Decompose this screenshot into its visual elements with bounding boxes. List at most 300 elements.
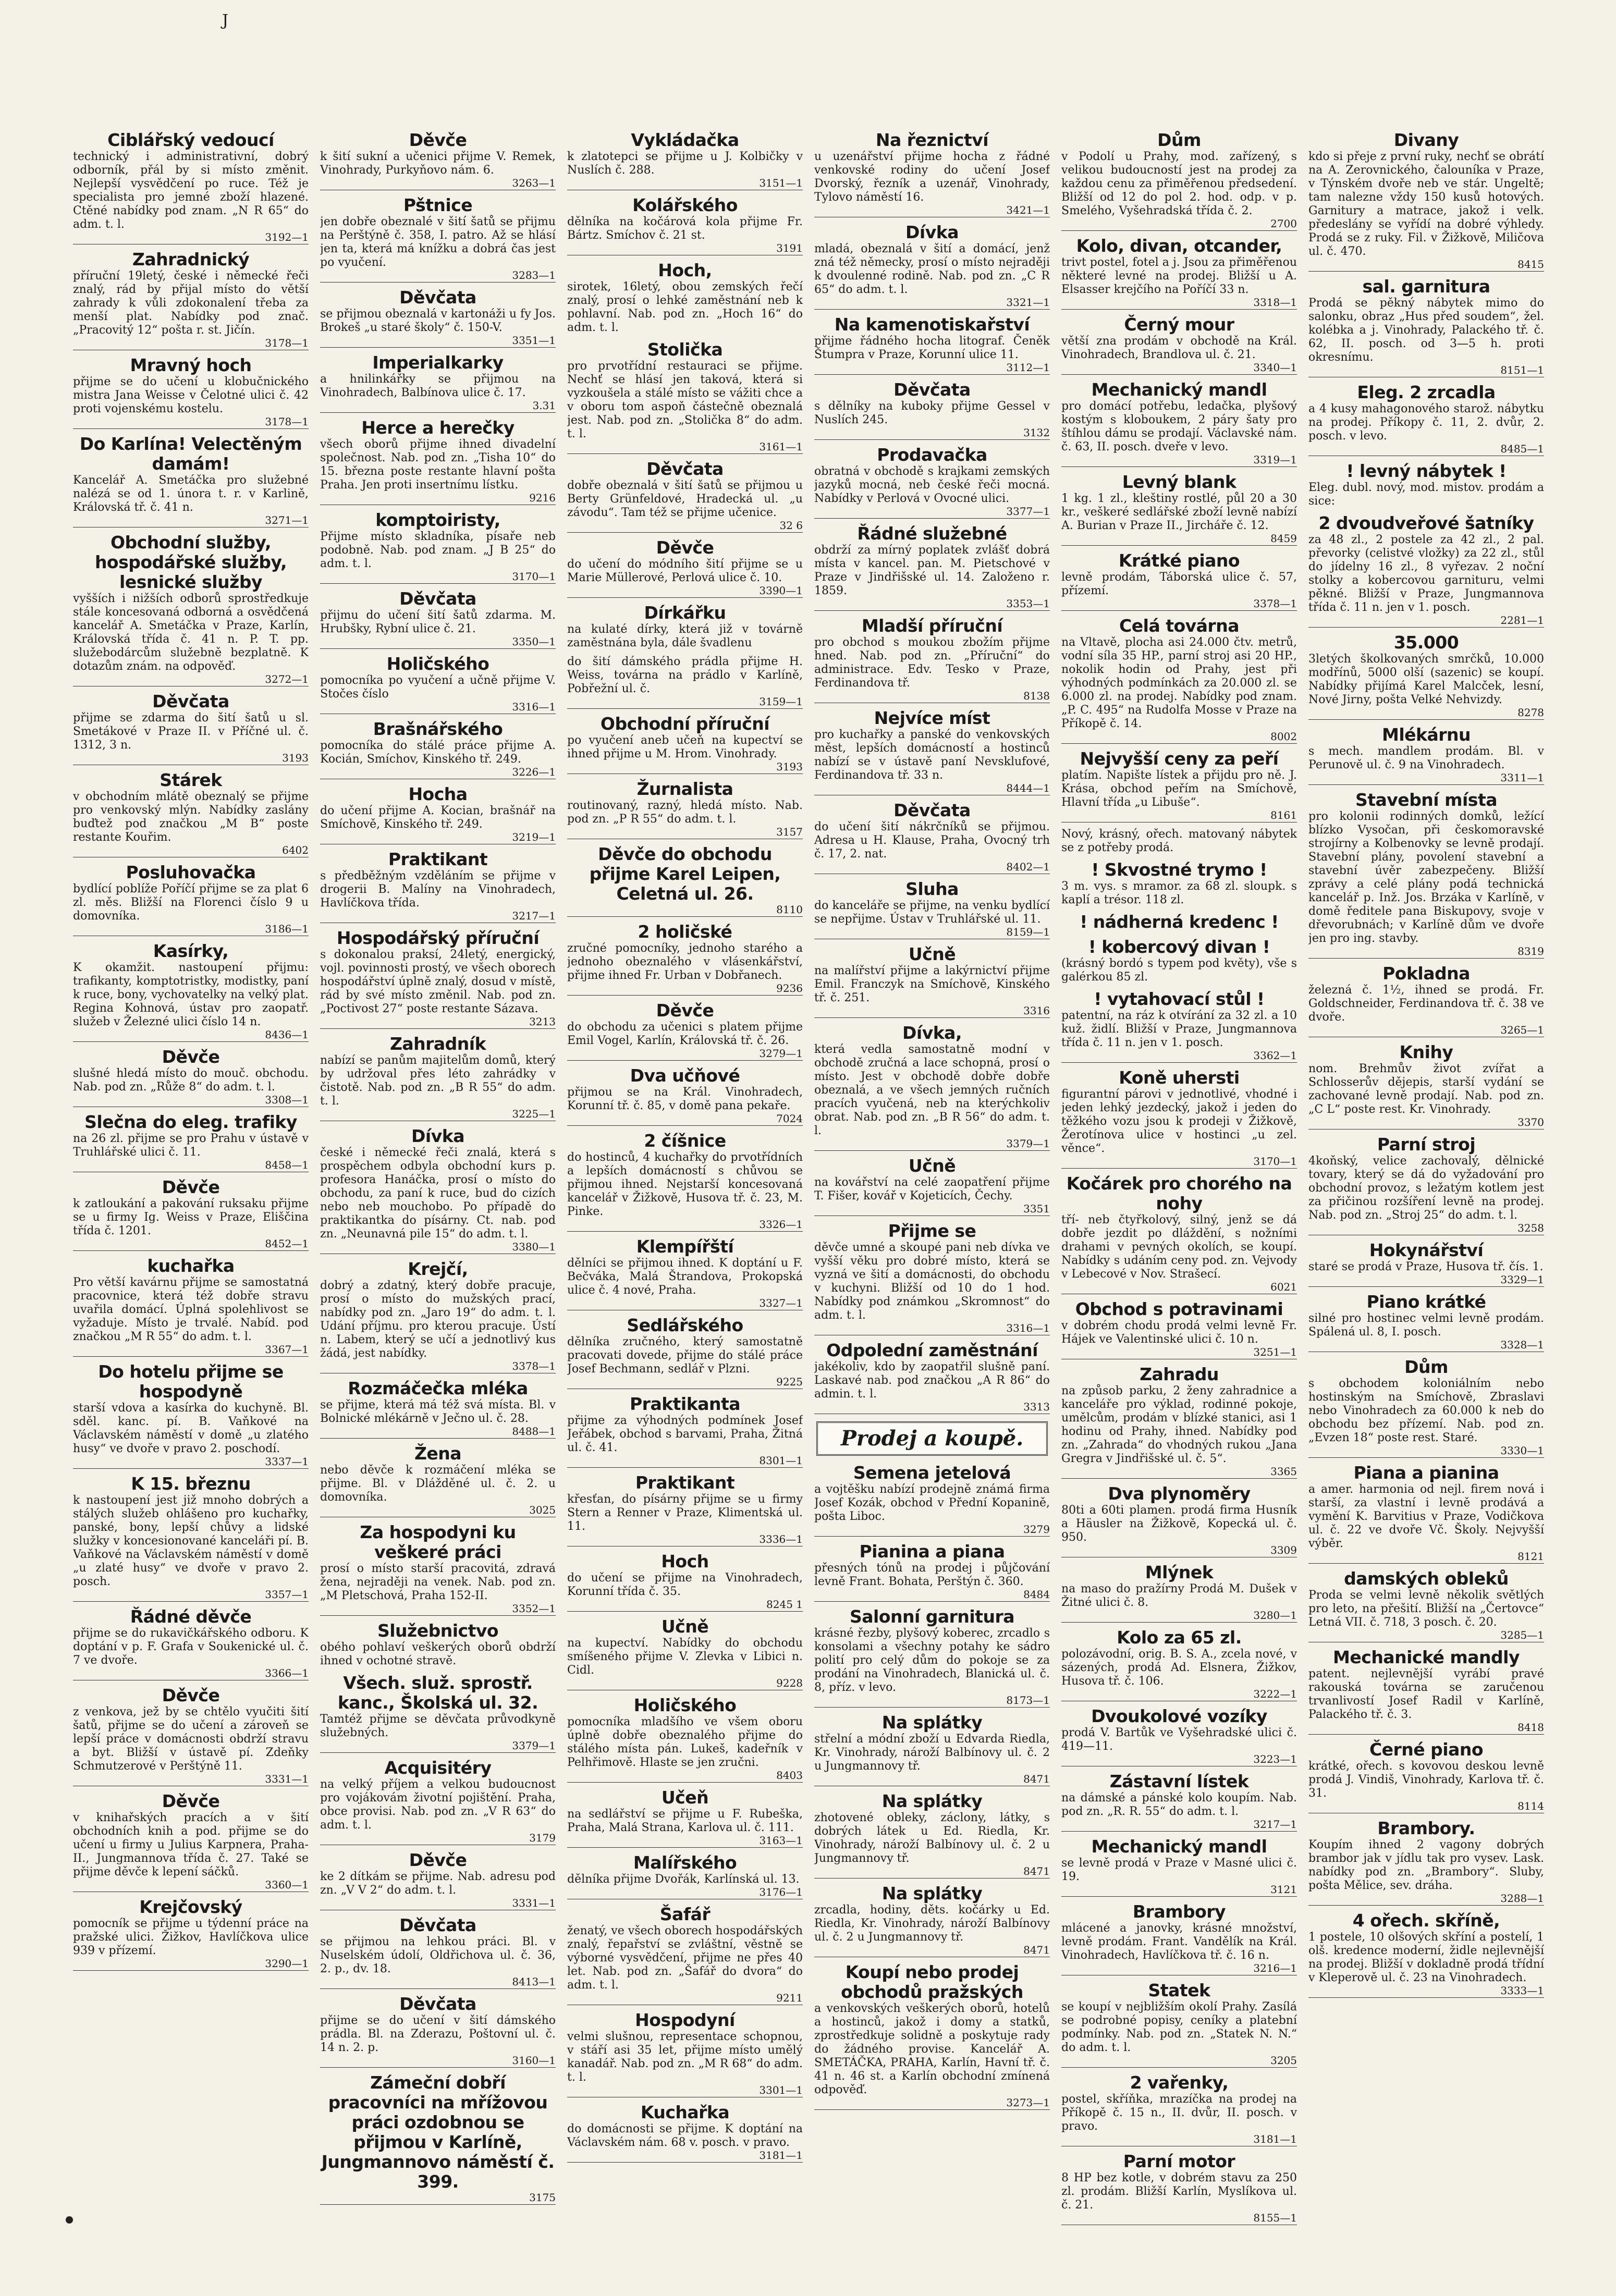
classified-ad [814,616,1050,703]
classified-ad [814,1791,1050,1878]
classified-ad [1308,1569,1544,1642]
ad-code: 3175 [320,2192,556,2205]
ad-text: 3 m. vys. s mramor. za 68 zl. sloupk. s kaplí a trésor. 118 zl. [1061,880,1297,906]
ad-code: 3121 [1061,1884,1297,1897]
ad-text: na Vltavě, plocha asi 24.000 čtv. metrů, vodní síla 35 HP., parní stroj asi 20 HP., nokolik hodin od Prahy, jest při výhodných podmínkách za 20.000 zl. se 6.000 zl. na prodej. Nabídky pod znam. „P. C. 495“ na Rudolfa Mosse v Praze na Příkopě č. 14. [1061,636,1297,730]
ad-text: mlácené a janovky, krásné množství, levně prodám. Frant. Vandělík na Král. Vinohradech, Havlíčkova tř. č. 16 n. [1061,1922,1297,1962]
ad-text: na 26 zl. přijme se pro Prahu v ústavě v Truhlářské ulici č. 11. [73,1132,309,1159]
ad-heading: Obchodní příruční [600,714,770,734]
ad-code: 3285—1 [1308,1629,1544,1642]
classified-ad [567,538,803,598]
classified-ad [567,779,803,839]
ad-heading: Praktikant [635,1472,735,1493]
ad-code: 3223—1 [1061,1753,1297,1766]
ad-text: do domácnosti se přijme. K doptání na Václavském nám. 68 v. posch. v pravo. [567,2122,803,2149]
ad-heading: Na splátky [882,1883,983,1904]
ad-text: k zatloukání a pakování ruksaku přijme se u firmy Ig. Weiss v Praze, Eliščina třída č. 1201. [73,1197,309,1237]
classified-ad [73,1256,309,1357]
ad-heading: 35.000 [1393,632,1459,653]
ad-heading: Acquisitéry [384,1758,492,1778]
ad-code: 8484 [814,1589,1050,1602]
ad-heading: ! vytahovací stůl ! [1094,989,1265,1009]
ad-text: s dělníky na kuboky přijme Gessel v Nuslích 245. [814,400,1050,426]
ad-text: železná č. 1½, ihned se prodá. Fr. Goldschneider, Ferdinandova tř. č. 38 ve dvoře. [1308,984,1544,1024]
ad-heading: Krátké piano [1118,550,1240,571]
ad-code: 3336—1 [567,1533,803,1546]
ad-heading: kuchařka [147,1256,235,1276]
classified-ad [814,1023,1050,1151]
ad-text: dělníka přijme Dvořák, Karlínská ul. 13. [567,1873,800,1886]
ad-heading: Dům [1157,130,1201,150]
ad-text: velmi slušnou, representace schopnou, v stáří asi 35 let, přijme místo umělý kanadář. Nab. pod zn. „M R 68“ do adm. t. l. [567,2030,803,2084]
classified-ad [320,1126,556,1254]
classified-ad [567,1696,803,1783]
ad-text: do učení šití nákrčníků se přijmou. Adresa u H. Klause, Praha, Ovocný trh č. 17, 2. nat. [814,820,1050,861]
ad-heading: Pštnice [403,195,473,215]
ad-heading: 2 číšnice [644,1131,726,1151]
classified-ad [814,1607,1050,1708]
ad-heading: Šafář [659,1904,711,1924]
classified-ad [320,195,556,283]
classified-ad [814,1341,1050,1414]
ad-code: 9236 [567,983,803,996]
ad-heading: Pokladna [1382,963,1470,984]
ad-code: 8002 [1061,731,1297,744]
ad-text: na kulaté dírky, která již v továrně zaměstnána byla, dále švadlenu [567,623,803,649]
classified-ad [320,928,556,1029]
classified-ad [320,784,556,844]
classified-ad [567,1473,803,1546]
ad-heading: Herce a herečky [361,418,515,438]
classified-ad [567,655,803,709]
ad-code: 3351—1 [320,335,556,348]
ad-text: české i německé řeči znalá, která s prospěchem odbyla obchodní kurs p. profesora Hanáčka, prosí o místo do obchodu, za paní k ruce, bud do cizích nebo neb mouchobo. Po případě do praktikantka do písárny. Ct. nab. pod zn. „Neunavná pile 15“ do adm. t. l. [320,1146,556,1241]
classified-ad [567,922,803,996]
classified-ad [814,380,1050,440]
ad-code: 3328—1 [1308,1339,1544,1352]
ad-text: a venkovských veškerých oborů, hotelů a hostinců, jakož i domy a statků, zprostředkuje solidně a poskytuje rady do žádného provise. Kancelář A. SMETÁČKA, PRAHA, Karlín, Havní tř. č. 41 n. 46 st. a Karlín obchodní zmínená odpověď. [814,2002,1050,2096]
ad-code: 3186—1 [73,923,309,936]
ad-heading: Za hospodyni ku veškeré práci [360,1522,516,1562]
ad-text: střelní a módní zboží u Edvarda Riedla, Kr. Vinohrady, nároží Balbínovy ul. č. 2 u Jungmannovy tř. [814,1733,1050,1773]
ad-code: 3205 [1061,2055,1297,2068]
ad-code: 3308—1 [73,1094,309,1107]
ad-heading: sal. garnitura [1362,276,1490,297]
ad-code: 8436—1 [73,1029,309,1042]
ad-text: pro kuchařky a panské do venkovských měst, lepších domácností a hostinců nabízí se v ústavě paní Nevsklufové, Ferdinandova tř. 33 n. [814,728,1050,782]
ad-text: k zlatotepci se přijme u J. Kolbičky v Nuslích č. 288. [567,150,803,177]
ad-code: 8415 [1308,259,1544,272]
classified-ad [1061,912,1297,932]
ad-heading: Děvčata [893,800,971,820]
classified-ad [73,355,309,429]
classified-ad [1308,1819,1544,1906]
section-banner: Prodej a koupě. [816,1421,1048,1456]
ad-code: 8444—1 [814,782,1050,795]
ad-text: z venkova, jež by se chtělo vyučiti šití šatů, přijme se do učení a zároveň se lepší práce v domácnosti obdrží stravu a byt. Bližší v ústavě pí. Zdeňky Schmutzerové v Perštýně 11. [73,1705,309,1773]
classified-ad [567,2103,803,2163]
ad-text: s mech. mandlem prodám. Bl. v Perunově ul. č. 9 na Vinohradech. [1308,745,1544,771]
classified-ad [1308,130,1544,272]
classified-ad [1061,616,1297,744]
classified-ad [73,863,309,936]
ad-text: jakékoliv, kdo by zaopatřil slušně paní. Laskavé nab. pod značkou „A R 86“ do admin. t. l. [814,1360,1050,1401]
classified-ad [567,1131,803,1232]
ad-heading: Hospodářský příruční [336,928,540,948]
ad-code: 3163—1 [567,1835,803,1848]
ad-text: do učení do módního šití přijme se u Marie Müllerové, Perlová ulice č. 10. [567,558,803,584]
ad-code: 3217—1 [320,910,556,923]
ad-code: 3170—1 [320,571,556,584]
classified-ad [1061,1174,1297,1294]
classified-ad [73,1047,309,1107]
ad-code: 3178—1 [73,337,309,350]
ad-heading: Zahradu [1140,1364,1219,1384]
ad-code: 3362—1 [1061,1050,1297,1063]
ad-code: 8159—1 [814,926,1050,939]
ad-heading: Stavební místa [1355,790,1497,810]
ad-heading: Kolo, divan, otcander, [1076,236,1282,256]
classified-ad [320,719,556,779]
ad-text: se přijme, která má též svá místa. Bl. v Bolnické mlékárně v Ječno ul. č. 28. [320,1398,556,1425]
classified-ad [1061,937,1297,984]
ad-text: na kupectví. Nabídky do obchodu smíšeného přijme V. Zlevka v Libici n. Cidl. [567,1637,803,1677]
ad-heading: Kuchařka [640,2102,730,2122]
ad-code: 3350—1 [320,636,556,649]
ad-code: 3319—1 [1061,454,1297,467]
ad-text: na způsob parku, 2 ženy zahradnice a kanceláře pro výklad, rodinné pokoje, umělcům, prodám v blízké stanici, asi 1 hodinu od Prahy, ihned. Nabídky pod zn. „Zahrada“ do vhodných rukou „Jana Gregra v Jindřišské ul. č. 5“. [1061,1384,1297,1465]
ad-code: 8471 [814,1773,1050,1786]
ad-heading: Zástavní lístek [1109,1771,1249,1791]
ad-text: Pro větší kavárnu přijme se samostatná pracovnice, která též dobře stravu uvařila domácí. Úplná spolehlivost se vyžaduje. Místo je trvalé. Nabíd. pod značkou „M R 55“ do adm. t. l. [73,1276,309,1343]
classified-ad [1308,1648,1544,1735]
ad-heading: Malířského [633,1852,737,1873]
classified-ad [1308,1042,1544,1129]
ad-text: po vyučení aneb učeň na kupectví se ihned přijme u M. Hrom. Vinohrady. [567,734,803,760]
ad-heading: Eleg. 2 zrcadla [1357,382,1496,402]
ad-heading: Děvče [162,1791,220,1811]
classified-ad [814,315,1050,375]
ad-text: s dokonalou praksí, 24letý, energický, vojl. povinnosti prostý, ve všech oborech hospodářství úplně znalý, dosud v místě, rád by své místo změnil. Nab. pod zn. „Poctivost 27“ poste restante Sázava. [320,948,556,1015]
classified-ad [1061,749,1297,822]
ad-code: 3216—1 [1061,1962,1297,1975]
ad-text: a amer. harmonia od nejl. firem nová i starší, za vlastní i levně prodává a vymění K. Barvitius v Praze, Vodičkova ul. č. 22 ve dvoře Vč. Školy. Nejvyšší výběr. [1308,1483,1544,1550]
ad-code: 32 6 [567,520,803,533]
classified-ad [814,1542,1050,1602]
ad-code: 8161 [1061,809,1297,822]
classified-ad [320,1621,556,1668]
ad-text: a 4 kusy mahagonového starož. nábytku na prodej. Příkopy č. 11, 2. dvůr, 2. posch. v levo. [1308,402,1544,443]
ad-code: 3025 [320,1504,556,1517]
ad-text: ke 2 dítkám se přijme. Nab. adresu pod zn. „V V 2“ do adm. t. l. [320,1870,556,1897]
ad-heading: Děvče [162,1685,220,1705]
ad-text: sirotek, 16letý, obou zemských řečí znalý, prosí o lehké zaměstnání neb k pohlavní. Nab. pod zn. „Hoch 16“ do adm. t. l. [567,280,803,334]
ad-text: patentní, na ráz k otvírání za 32 zl. a 10 kuž. židlí. Bližší v Praze, Jungmannova třída č. 11 n. jen v 1. posch. [1061,1009,1297,1049]
ad-heading: Nejvyšší ceny za peří [1080,748,1279,769]
classified-ad [1061,860,1297,907]
ad-code: 8173—1 [814,1695,1050,1708]
classified-ad [814,944,1050,1018]
ad-code: 8319 [1308,946,1544,959]
classified-ad [1061,1981,1297,2068]
ad-text: pomocník se přijme u týdenní práce na pražské ulici. Žižkov, Havlíčkova ulice 939 v přízemí. [73,1917,309,1957]
classified-ad [567,2010,803,2097]
classified-ad [1061,1365,1297,1479]
classified-ad [567,130,803,190]
column-4 [814,130,1050,2241]
ad-heading: Služebnictvo [377,1620,499,1641]
ad-code: 8114 [1308,1800,1544,1813]
ad-text: Přijme místo skladníka, písaře neb podobně. Nab. pod znam. „J B 25“ do adm. t. l. [320,530,556,570]
ad-heading: Brambory. [1377,1818,1475,1838]
classified-ad [567,1905,803,2005]
classified-ad [1061,989,1297,1063]
classified-ad [1308,633,1544,720]
ad-code: 8403 [567,1770,803,1783]
column-1 [73,130,309,2241]
ad-code: 3219—1 [320,831,556,844]
classified-ad [814,1962,1050,2110]
ad-code: 8459 [1061,533,1297,546]
ad-heading: Žurnalista [636,779,733,799]
ad-text: která vedla samostatně modní v obchodě zručná a lace schopná, prosí o místo. Jest v obchodě dobře dobře obeznalá, a ve všech jemných ručních pracích vyučená, neb na kterýchkoliv obrat. Nab. pod zn. „B R 56“ do adm. t. l. [814,1043,1050,1137]
ad-text: přijme se zdarma do šití šatů u sl. Smetákové v Praze II. v Příčné ul. č. 1312, 3 n. [73,711,309,752]
classified-ad [320,1379,556,1439]
ad-code: 3271—1 [73,514,309,527]
ad-code: 8485—1 [1308,443,1544,456]
ad-code: 3380—1 [320,1241,556,1254]
column-5 [1061,130,1297,2241]
ad-heading: Děvčata [893,379,971,400]
ad-text: do hostinců, 4 kuchařky do prvotřídních a lepších domácností s chůvou se přijmou ihned. Nejstarší koncesovaná kancelář v Žižkově, Husova tř. č. 23, M. Pinke. [567,1151,803,1218]
classified-ad [1061,1837,1297,1897]
column-3 [567,130,803,2241]
ad-heading: Krejčí, [408,1259,468,1279]
ad-code: 8110 [567,904,803,917]
classified-ad [1308,1911,1544,1998]
ad-text: s obchodem koloniálním nebo hostinským na Smíchově, Zbraslavi nebo Vinohradech za 60.000 k neb do obchodu bez přízemí. Nab. pod zn. „Evzen 18“ poste rest. Staré. [1308,1377,1544,1444]
ad-text: v dobrém chodu prodá velmi levně Fr. Hájek ve Valentinské ulici č. 10 n. [1061,1319,1297,1346]
ad-code: 3340—1 [1061,362,1297,375]
classified-ad [567,340,803,454]
ad-code: 3366—1 [73,1667,309,1680]
ad-heading: Pianina a piana [859,1541,1005,1562]
ad-code: 3367—1 [73,1344,309,1357]
ad-code: 3360—1 [73,1879,309,1892]
ad-code: 3151—1 [567,177,803,190]
ad-heading: Odpolední zaměstnání [826,1340,1038,1360]
classified-ad [73,692,309,765]
ad-heading: Brambory [1132,1901,1226,1922]
ad-heading: Obchod s potravinami [1075,1299,1283,1319]
ad-text: v obchodním mlátě obeznalý se přijme pro venkovský mlýn. Nabídky zaslány buďtež pod značkou „M B“ poste restante Kouřim. [73,790,309,844]
ad-code: 3337—1 [73,1456,309,1469]
ad-code: 3178—1 [73,416,309,429]
ad-text: jen dobře obeznalé v šití šatů se přijmu na Perštýně č. 358, I. patro. Až se hlásí jen ta, která má knížku a dobrá čas jest po vyučení. [320,215,556,269]
ad-code: 3225—1 [320,1108,556,1121]
ad-text: se levně prodá v Praze v Masné ulici č. 19. [1061,1857,1297,1883]
classified-ad [1308,1135,1544,1235]
ad-heading: Přijme se [888,1221,976,1241]
ad-code: 3390—1 [567,585,803,598]
ad-text: bydlící poblíže Poříčí přijme se za plat 6 zl. měs. Bližší na Florenci číslo 9 u domovníka. [73,882,309,923]
ad-heading: Děvče do obchodu přijme Karel Leipen, Celetná ul. 26. [589,844,781,904]
ad-code: 3352—1 [320,1603,556,1616]
ad-heading: Mlékárnu [1381,725,1471,745]
ad-text: k šití sukní a učenici přijme V. Remek, Vinohrady, Purkyňovo nám. 6. [320,150,556,177]
ad-text: obého pohlaví veškerých oborů obdrží ihned v ochotné stravě. [320,1641,556,1667]
ad-heading: Dva plynoměry [1108,1483,1251,1504]
classified-ad [567,1066,803,1126]
classified-ad [320,510,556,584]
ad-code: 3370 [1308,1116,1544,1129]
ad-heading: ! kobercový divan ! [1088,937,1270,957]
classified-ad [814,1463,1050,1537]
ad-text: dělníci se přijmou ihned. K doptání u F. Bečváka, Malá Štrandova, Prokopská ulice č. 4 nové, Praha. [567,1257,803,1297]
ad-heading: Děvčata [399,1915,476,1935]
ad-heading: Slečna do eleg. trafiky [84,1112,297,1132]
ad-heading: 2 vařenky, [1130,2072,1229,2093]
ad-heading: Všech. služ. sprostř. kanc., Školská ul. 32. [337,1673,538,1713]
classified-ad [1061,2073,1297,2146]
ad-heading: Děvče [409,1850,467,1870]
ad-heading: Holičského [633,1695,737,1715]
ad-heading: Piana a pianina [1353,1463,1499,1483]
classified-ad [567,844,803,917]
ad-code: 3309 [1061,1544,1297,1557]
ad-heading: Salonní garnitura [849,1606,1015,1627]
ad-text: zhotovené obleky, záclony, látky, s dobrých látek u Ed. Riedla, Kr. Vinohrady, nároží Balbínovy ul. č. 2 u Jungmannovy tř. [814,1811,1050,1865]
ad-heading: Dva učňové [630,1065,740,1086]
ad-text: přesných tónů na prodej i půjčování levně Frant. Bohata, Perštýn č. 360. [814,1562,1050,1588]
ad-code: 3378—1 [1061,598,1297,611]
ad-code: 3318—1 [1061,297,1297,310]
ad-text: v Podolí u Prahy, mod. zařízený, s velikou budoucností jest na prodej za každou cenu za přiměřenou předsedení. Bližší od 12 do pol 2. hod. odp. v p. Smelého, Vyšehradská třída č. 2. [1061,150,1297,217]
ad-text: do učení se přijme na Vinohradech, Korunní třída č. 35. [567,1571,803,1598]
ad-code: 3326—1 [567,1219,803,1232]
classified-ad [320,418,556,505]
ad-text: K okamžit. nastoupení přijmu: trafikanty, komptotristky, modistky, paní k ruce, bony, vychovatelky na velký plat. Regina Kohnová, ústav pro zaopatř. služeb v Železné ulici číslo 14 n. [73,961,309,1028]
ad-text: routinovaný, razný, hledá místo. Nab. pod zn. „P R 55“ do adm. t. l. [567,799,803,826]
classified-ad [567,1001,803,1061]
ad-heading: Piano krátké [1366,1292,1486,1312]
ad-heading: Brašnářského [373,719,503,739]
ad-code: 3170—1 [1061,1156,1297,1169]
classified-ad [1308,1740,1544,1813]
ad-heading: Učně [908,944,956,964]
punch-hole [66,2216,73,2224]
ad-heading: Děvče [162,1177,220,1197]
classified-ad [1308,513,1544,628]
classified-ad [1061,130,1297,231]
ad-heading: Mravný hoch [130,355,252,375]
classified-ad [320,1034,556,1121]
ad-text: přijmou se na Král. Vinohradech, Korunní tř. č. 85, v domě pana pekaře. [567,1086,803,1112]
ad-heading: Imperialkarky [372,352,504,373]
ad-text: polozávodní, orig. B. S. A., zcela nové, v sázených, prodá Ad. Elsnera, Žižkov, Husova tř. č. 106. [1061,1648,1297,1688]
ad-code: 3316—1 [320,701,556,714]
ad-code: 3333—1 [1308,1985,1544,1998]
classified-ad [73,533,309,686]
ad-heading: Černý mour [1124,314,1234,335]
classified-ad [320,1523,556,1616]
ad-heading: Učně [908,1156,956,1176]
ad-text: levně prodám, Táborská ulice č. 57, přízemí. [1061,571,1297,597]
classified-ad [1061,828,1297,855]
classified-ad [320,2073,556,2205]
ad-heading: Do hotelu přijme se hospodyně [98,1361,284,1402]
ad-heading: Posluhovačka [126,862,256,882]
ad-heading: Děvče [656,537,714,558]
ad-text: krásné řezby, plyšový koberec, zrcadlo s konsolami a všechny potahy ke sádro polití pro celý dům do pokoje se za prodání na Vinohradech, Blanická ul. č. 8, příz. v levo. [814,1627,1050,1694]
ad-heading: Stolička [647,339,723,360]
ad-heading: Holičského [386,654,489,674]
ad-code: 3265—1 [1308,1024,1544,1037]
ad-code: 3301—1 [567,2084,803,2097]
ad-text: a hnilinkářky se přijmou na Vinohradech, Balbínova ulice č. 17. [320,373,556,399]
classified-ad [814,524,1050,611]
ad-code: 3161—1 [567,441,803,454]
classified-ad [1061,315,1297,375]
ad-text: do šití dámského prádla přijme H. Weiss, továrna na prádlo v Karlíně, Pobřežní ul. č. [567,655,803,695]
ad-heading: Kasírky, [153,941,229,961]
ad-code: 3329—1 [1308,1274,1544,1287]
classified-ad [1308,1292,1544,1352]
classified-ad [1308,1357,1544,1458]
ad-text: 3letých školkovaných smrčků, 10.000 modřínů, 5000 olší (sazenic) se koupí. Nabídky přijímá Karel Malcček, lesní, Nové Jirny, pošta Velké Nehvizdy. [1308,653,1544,706]
ad-text: pro obchod s moukou zbožím přijme hned. Nab. pod zn. „Příruční“ do administrace. Edv. Tesko v Praze, Ferdinandova tř. [814,636,1050,690]
ad-text: figurantní párovi v jednotlivé, vhodné i jeden lehký jezdecký, jakož i jeden do těžkého vozu jsou k prodeji v Žižkově, Žerotínova ulice v hostinci „u zel. věnce“. [1061,1088,1297,1155]
ad-text: se přijmou na lehkou práci. Bl. v Nuselském údolí, Oldřichova ul. č. 36, 2. p., dv. 18. [320,1935,556,1975]
ad-heading: Praktikanta [629,1394,740,1414]
classified-ad [1308,725,1544,785]
classified-ad [73,1474,309,1602]
ad-heading: Zámeční dobří pracovníci na mřížovou práci ozdobnou se přijmou v Karlíně, Jungmannovo náměstí č. 399. [321,2072,555,2192]
ad-text: Koupím ihned 2 vagony dobrých brambor jak v jídlu tak pro vysev. Lask. nabídky pod zn. „Brambory“. Sluby, pošta Mělice, sev. dráha. [1308,1838,1544,1892]
ad-text: trivt postel, fotel a j. Jsou za přiměřenou některé levné na prodej. Bližší u A. Elsasser krejčího na Poříčí 33 n. [1061,256,1297,296]
classified-ad [814,1713,1050,1786]
ad-heading: Knihy [1399,1042,1453,1062]
ad-code: 8488—1 [320,1426,556,1439]
classified-ad [73,1791,309,1892]
classified-ad [567,714,803,774]
ad-code: 3226—1 [320,766,556,779]
ad-heading: ! Skvostné trymo ! [1091,860,1267,880]
ad-text: do kanceláře se přijme, na venku bydlící se nepřijme. Ústav v Truhlářské ul. 11. [814,899,1050,926]
ad-heading: Učně [661,1616,709,1637]
classified-ad [814,223,1050,310]
ad-code: 3311—1 [1308,772,1544,785]
ad-code: 3263—1 [320,177,556,190]
ad-heading: Klempířští [636,1236,734,1257]
classified-ad [1061,1772,1297,1832]
classified-ad [73,1112,309,1172]
ad-heading: Na kamenotiskařství [834,314,1030,335]
column-6 [1308,130,1544,2241]
classified-ad [814,1156,1050,1216]
ad-heading: Koupí nebo prodej obchodů pražských [841,1962,1023,2002]
ad-code: 8278 [1308,707,1544,720]
ad-code: 8458—1 [73,1159,309,1172]
ad-text: přijme se do učení u klobučnického mistra Jana Weisse v Čelotné ulici č. 42 proti vojenskému kostelu. [73,375,309,415]
ad-heading: Děvčata [646,459,724,479]
ad-code: 3321—1 [814,297,1050,310]
ad-text: zrcadla, hodiny, děts. kočárky u Ed. Riedla, Kr. Vinohrady, nároží Balbínovy ul. č. 2 u Jungmannovy tř. [814,1904,1050,1944]
ad-heading: Mladší příruční [861,616,1003,636]
newspaper-classifieds-page [73,130,1543,2241]
ad-text: postel, skříňka, mrazíčka na prodej na Příkopě č. 15 n., II. dvůr, II. posch. v pravo. [1061,2093,1297,2133]
ad-heading: Mechanický mandl [1091,379,1267,400]
